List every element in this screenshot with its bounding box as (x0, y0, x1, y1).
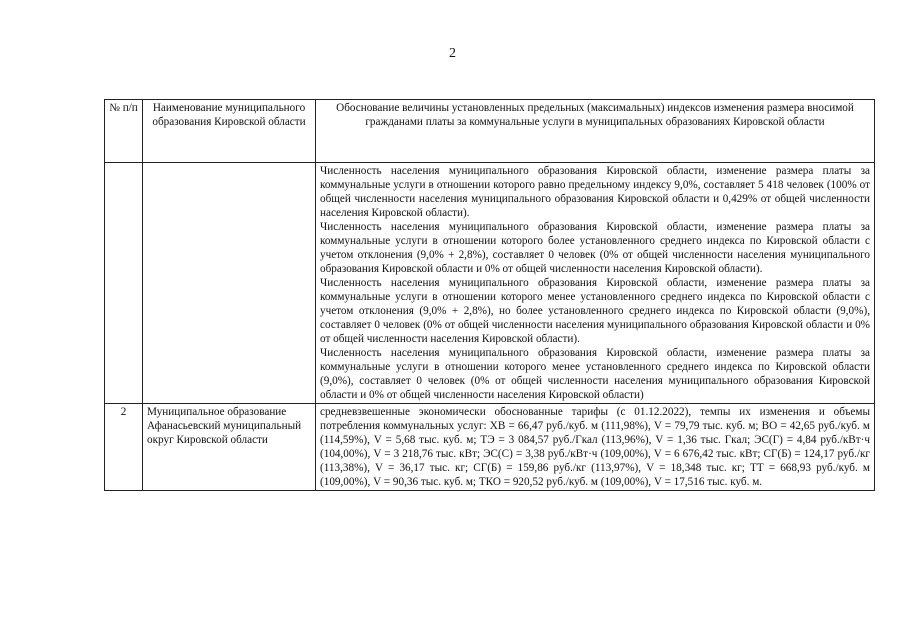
table-header-row (105, 100, 875, 163)
page-number: 2 (449, 46, 456, 61)
cell-num: 2 (105, 404, 143, 491)
table-row (105, 404, 875, 491)
population-paragraph: Численность населения муниципального образования Кировской области, изменение размера платы за коммунальные услуги в отношении которого более установленного среднего индекса по Кировской области с учетом отклонения (9,0% + 2,8%), составляет 0 человек (0% от общей численности населения муниципального образования Кировской области и 0% от общей численности населения Кировской области). (320, 221, 870, 275)
population-paragraph: Численность населения муниципального образования Кировской области, изменение размера платы за коммунальные услуги в отношении которого равно предельному индексу 9,0%, составляет 5 418 человек (100% от общей численности населения муниципального образования Кировской области и 0,429% от общей численности населения Кировской области). (320, 165, 870, 219)
cell-tariffs: средневзвешенные экономически обоснованные тарифы (с 01.12.2022), темпы их изменения и объемы потребления коммунальных услуг: ХВ = 66,47 руб./куб. м (111,98%), V = 79,79 тыс. куб. м; ВО = 42,65 руб./куб. м (114,59%), V = 5,68 тыс. куб. м; ТЭ = 3 084,57 руб./Гкал (113,96%), V = 1,36 тыс. Гкал; ЭС(Г) = 4,84 руб./кВт·ч (104,00%), V = 3 218,76 тыс. кВт; ЭС(С) = 3,38 руб./кВт·ч (109,00%), V = 6 676,42 тыс. кВт; СГ(Б) = 124,17 руб./кг (113,38%), V = 36,17 тыс. кг; СГ(Б) = 159,86 руб./кг (113,97%), V = 18,348 тыс. кг; ТТ = 668,93 руб./куб. м (109,00%), V = 90,36 тыс. куб. м; ТКО = 920,52 руб./куб. м (109,00%), V = 17,516 тыс. куб. м. (316, 404, 875, 491)
header-num: № п/п (105, 100, 143, 163)
cell-name: Муниципальное образование Афанасьевский муниципальный округ Кировской области (143, 404, 316, 491)
population-paragraph: Численность населения муниципального образования Кировской области, изменение размера платы за коммунальные услуги в отношении которого менее установленного среднего индекса по Кировской области (9,0%), составляет 0 человек (0% от общей численности населения муниципального образования Кировской области и 0% от общей численности населения Кировской области) (320, 347, 870, 401)
table-row (105, 163, 875, 404)
cell-name (143, 163, 316, 404)
cell-justification (316, 163, 875, 404)
header-justification: Обоснование величины установленных предельных (максимальных) индексов изменения размера вносимой гражданами платы за коммунальные услуги в муниципальных образованиях Кировской области (316, 100, 875, 163)
header-municipality-name: Наименование муниципального образования Кировской области (143, 100, 316, 163)
cell-num (105, 163, 143, 404)
population-paragraph: Численность населения муниципального образования Кировской области, изменение размера платы за коммунальные услуги в отношении которого менее установленного среднего индекса по Кировской области с учетом отклонения (9,0% + 2,8%), но более установленного среднего индекса по Кировской области (9,0%), составляет 0 человек (0% от общей численности населения муниципального образования Кировской области и 0% от общей численности населения Кировской области). (320, 277, 870, 345)
tariff-table (104, 99, 875, 491)
